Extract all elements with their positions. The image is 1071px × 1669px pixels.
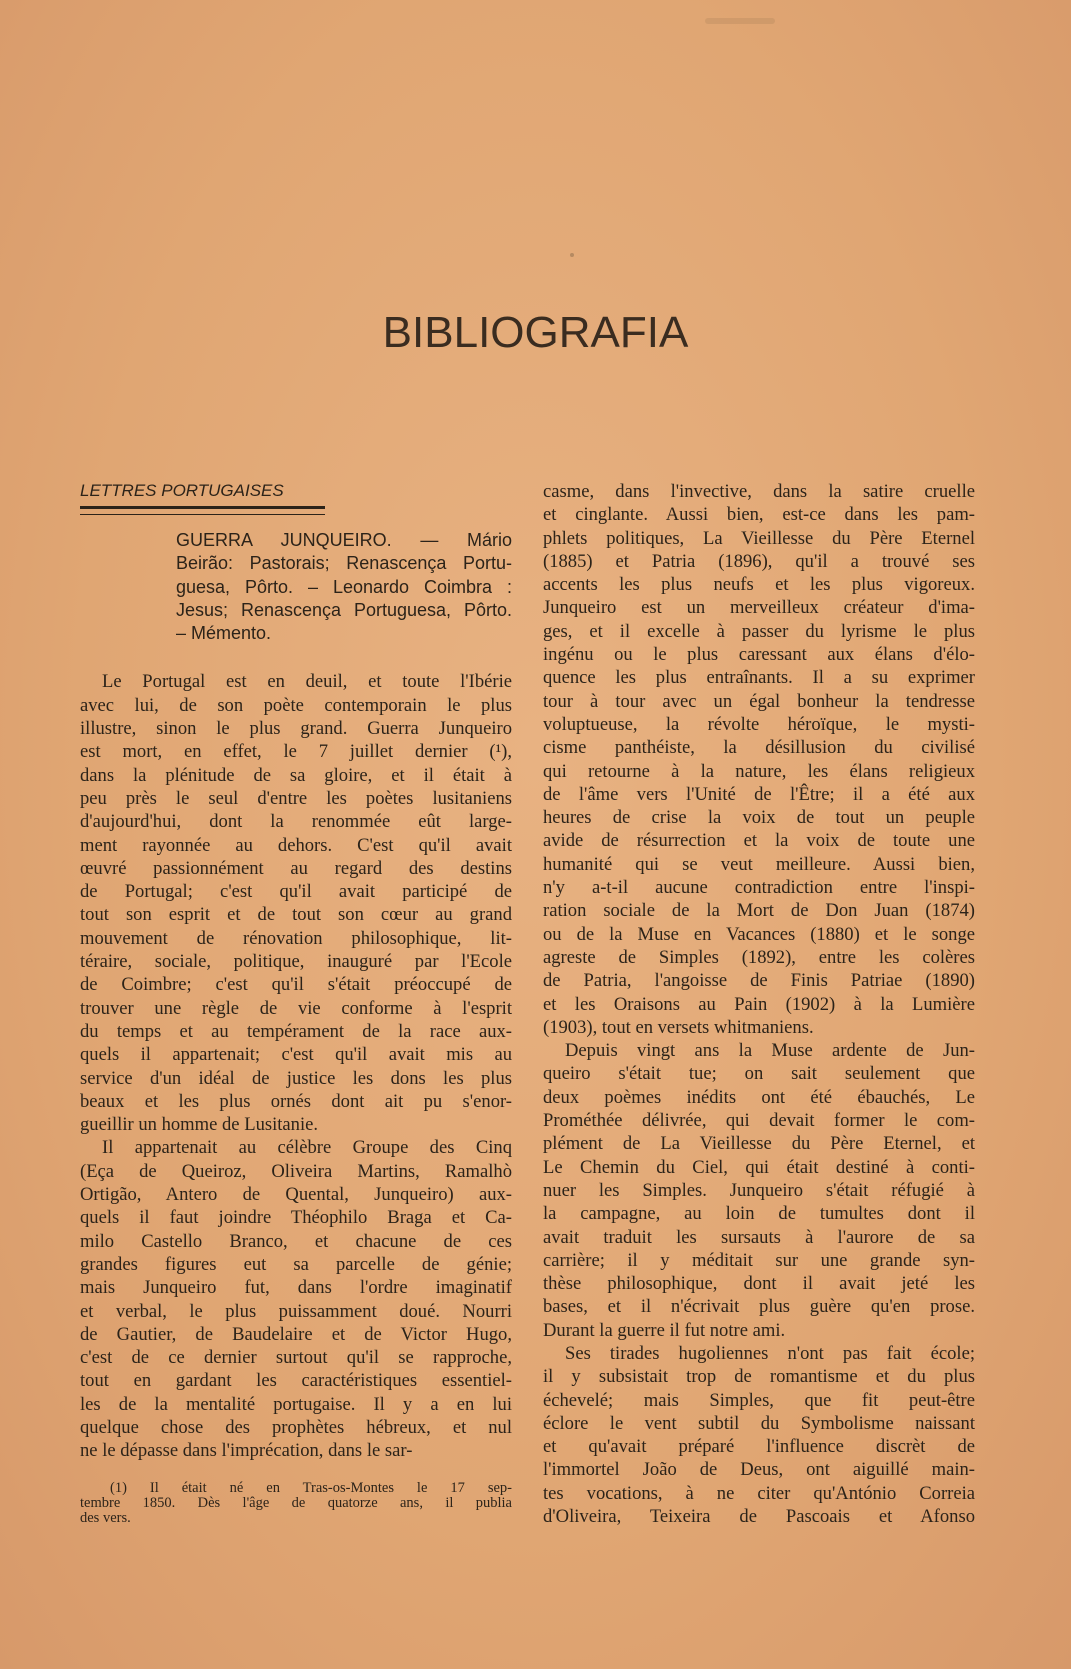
text-line: deux poèmes inédits ont été ébauchés, Le <box>543 1086 975 1108</box>
text-line: GUERRA JUNQUEIRO. — Mário <box>176 530 512 550</box>
text-line: thèse philosophique, dont il avait jeté les <box>543 1273 975 1295</box>
paragraph <box>543 1039 975 1342</box>
text-line: ou de la Muse en Vacances (1880) et le songe <box>543 923 975 945</box>
text-line: agreste de Simples (1892), entre les colères <box>543 946 975 968</box>
text-line: et cinglante. Aussi bien, est-ce dans les pam- <box>543 504 975 526</box>
text-line: peu près le seul d'entre les poètes lusitaniens <box>80 787 512 809</box>
paper-speck <box>570 253 574 257</box>
text-line: nuer les Simples. Junqueiro s'était réfugié à <box>543 1179 975 1201</box>
text-line: grandes figures eut sa parcelle de génie; <box>80 1253 512 1275</box>
review-header <box>80 529 512 645</box>
text-line: et verbal, le plus puissamment doué. Nourri <box>80 1300 512 1322</box>
text-line: ment rayonnée au dehors. C'est qu'il avait <box>80 834 512 856</box>
text-line: milo Castello Branco, et chacune de ces <box>80 1230 512 1252</box>
text-line: – Mémento. <box>176 623 272 644</box>
text-line: l'immortel João de Deus, ont aiguillé main- <box>543 1459 975 1481</box>
paper-stain <box>705 18 775 24</box>
text-line: accents les plus neufs et les plus vigoreux. <box>543 574 975 596</box>
text-line: de Gautier, de Baudelaire et de Victor Hugo, <box>80 1323 512 1345</box>
paragraph <box>543 480 975 1039</box>
text-line: de Portugal; c'est qu'il avait participé de <box>80 881 512 903</box>
text-line: casme, dans l'invective, dans la satire cruelle <box>543 481 975 502</box>
text-line: de Coimbre; c'est qu'il s'était préoccupé de <box>80 974 512 996</box>
text-line: éclore le vent subtil du Symbolisme naissant <box>543 1412 975 1434</box>
text-line: quels il appartenait; c'est qu'il avait mis au <box>80 1044 512 1066</box>
footnote <box>80 1481 512 1526</box>
text-line: tout son esprit et de tout son cœur au grand <box>80 904 512 926</box>
text-line: d'Oliveira, Teixeira de Pascoais et Afonso <box>543 1506 975 1528</box>
text-line: du temps et au tempérament de la race aux- <box>80 1020 512 1042</box>
text-line: la campagne, au loin de tumultes dont il <box>543 1203 975 1225</box>
text-line: Le Chemin du Ciel, qui était destiné à conti- <box>543 1156 975 1178</box>
text-line: trouver une règle de vie conforme à l'esprit <box>80 997 512 1019</box>
text-line: Junqueiro est un merveilleux créateur d'ima- <box>543 597 975 619</box>
text-line: de Patria, l'angoisse de Finis Patriae (1890) <box>543 970 975 992</box>
text-line: ration sociale de la Mort de Don Juan (1874) <box>543 900 975 922</box>
text-line: service d'un idéal de justice les dons les plus <box>80 1067 512 1089</box>
left-column <box>80 480 512 1526</box>
text-line: dans la plénitude de sa gloire, et il était à <box>80 764 512 786</box>
text-line: n'y a-t-il aucune contradiction entre l'inspi- <box>543 877 975 899</box>
text-line: il y subsistait trop de romantisme et du plus <box>543 1366 975 1388</box>
paragraph <box>80 670 512 1136</box>
text-line: et les Oraisons au Pain (1902) à la Lumière <box>543 993 975 1015</box>
text-line: Beirão: Pastorais; Renascença Portu- <box>176 553 512 574</box>
text-line: (1885) et Patria (1896), qu'il a trouvé ses <box>543 550 975 572</box>
text-line: Jesus; Renascença Portuguesa, Pôrto. <box>176 599 512 620</box>
text-line: (Eça de Queiroz, Oliveira Martins, Ramalhò <box>80 1160 512 1182</box>
text-line: quelque chose des prophètes hébreux, et nul <box>80 1416 512 1438</box>
right-column <box>543 480 975 1528</box>
text-line: œuvré passionnément au regard des destins <box>80 857 512 879</box>
text-line: échevelé; mais Simples, que fit peut-être <box>543 1389 975 1411</box>
text-line: ges, et il excelle à passer du lyrisme le plus <box>543 620 975 642</box>
text-line: plément de La Vieillesse du Père Eternel, et <box>543 1133 975 1155</box>
text-line: ne le dépasse dans l'imprécation, dans le sar- <box>80 1440 413 1462</box>
text-line: cisme panthéiste, la désillusion du civilisé <box>543 737 975 759</box>
text-line: Le Portugal est en deuil, et toute l'Ibérie <box>102 671 512 693</box>
text-line: gueillir un homme de Lusitanie. <box>80 1114 319 1136</box>
text-line: Il appartenait au célèbre Groupe des Cinq <box>102 1137 512 1159</box>
text-line: Ortigão, Antero de Quental, Junqueiro) aux- <box>80 1184 512 1206</box>
paragraph <box>80 1136 512 1462</box>
text-line: beaux et les plus ornés dont ait pu s'enor- <box>80 1090 512 1112</box>
text-line: des vers. <box>80 1509 131 1526</box>
section-rule <box>80 506 325 515</box>
text-line: avait traduit les sursauts à l'aurore de sa <box>543 1226 975 1248</box>
text-line: est mort, en effet, le 7 juillet dernier (¹), <box>80 741 512 763</box>
text-line: heures de crise la voix de tout un peuple <box>543 807 975 829</box>
text-line: les de la mentalité portugaise. Il y a en lui <box>80 1393 512 1415</box>
text-line: tout en gardant les caractéristiques essentiel- <box>80 1370 512 1392</box>
text-line: (1903), tout en versets whitmaniens. <box>543 1016 814 1038</box>
text-line: quels il faut joindre Théophilo Braga et Ca- <box>80 1207 512 1229</box>
text-line: guesa, Pôrto. – Leonardo Coimbra : <box>176 576 512 597</box>
text-line: Ses tirades hugoliennes n'ont pas fait école; <box>565 1342 975 1364</box>
text-line: phlets politiques, La Vieillesse du Père Eternel <box>543 527 975 549</box>
text-line: illustre, sinon le plus grand. Guerra Junqueiro <box>80 718 512 740</box>
text-line: humanité qui se veut meilleure. Aussi bien, <box>543 853 975 875</box>
text-line: mouvement de rénovation philosophique, lit- <box>80 927 512 949</box>
paragraph <box>543 1342 975 1528</box>
text-line: Prométhée délivrée, qui devait former le com- <box>543 1110 975 1132</box>
page-title: BIBLIOGRAFIA <box>382 308 689 357</box>
text-line: avec lui, de son poète contemporain le plus <box>80 694 512 716</box>
text-line: d'aujourd'hui, dont la renommée eût large- <box>80 811 512 833</box>
text-line: ingénu ou le plus caressant aux élans d'élo- <box>543 644 975 666</box>
text-line: voluptueuse, la révolte héroïque, le mysti- <box>543 713 975 735</box>
text-line: bases, et il n'écrivait plus guère qu'en prose. <box>543 1296 975 1318</box>
text-line: c'est de ce dernier surtout qu'il se rapproche, <box>80 1347 512 1369</box>
text-line: tembre 1850. Dès l'âge de quatorze ans, il publia <box>80 1494 512 1511</box>
text-line: de l'âme vers l'Unité de l'Être; il a été aux <box>543 783 975 805</box>
text-line: tour à tour avec un égal bonheur la tendresse <box>543 690 975 712</box>
text-line: quence les plus entraînants. Il a su exprimer <box>543 667 975 689</box>
text-line: (1) Il était né en Tras-os-Montes le 17 sep- <box>110 1479 512 1496</box>
text-line: queiro s'était tue; on sait seulement que <box>543 1063 975 1085</box>
text-line: avide de résurrection et la voix de toute une <box>543 830 975 852</box>
section-label: LETTRES PORTUGAISES <box>80 481 284 500</box>
text-line: Depuis vingt ans la Muse ardente de Jun- <box>565 1040 975 1062</box>
text-line: carrière; il y méditait sur une grande syn- <box>543 1249 975 1271</box>
text-line: mais Junqueiro fut, dans l'ordre imaginatif <box>80 1277 512 1299</box>
text-line: Durant la guerre il fut notre ami. <box>543 1319 786 1341</box>
text-line: et qu'avait préparé l'influence discrèt de <box>543 1436 975 1458</box>
text-line: tes vocations, à ne citer qu'António Correia <box>543 1482 975 1504</box>
text-line: téraire, sociale, politique, inauguré par l'Ecole <box>80 951 512 973</box>
text-line: qui retourne à la nature, les élans religieux <box>543 760 975 782</box>
